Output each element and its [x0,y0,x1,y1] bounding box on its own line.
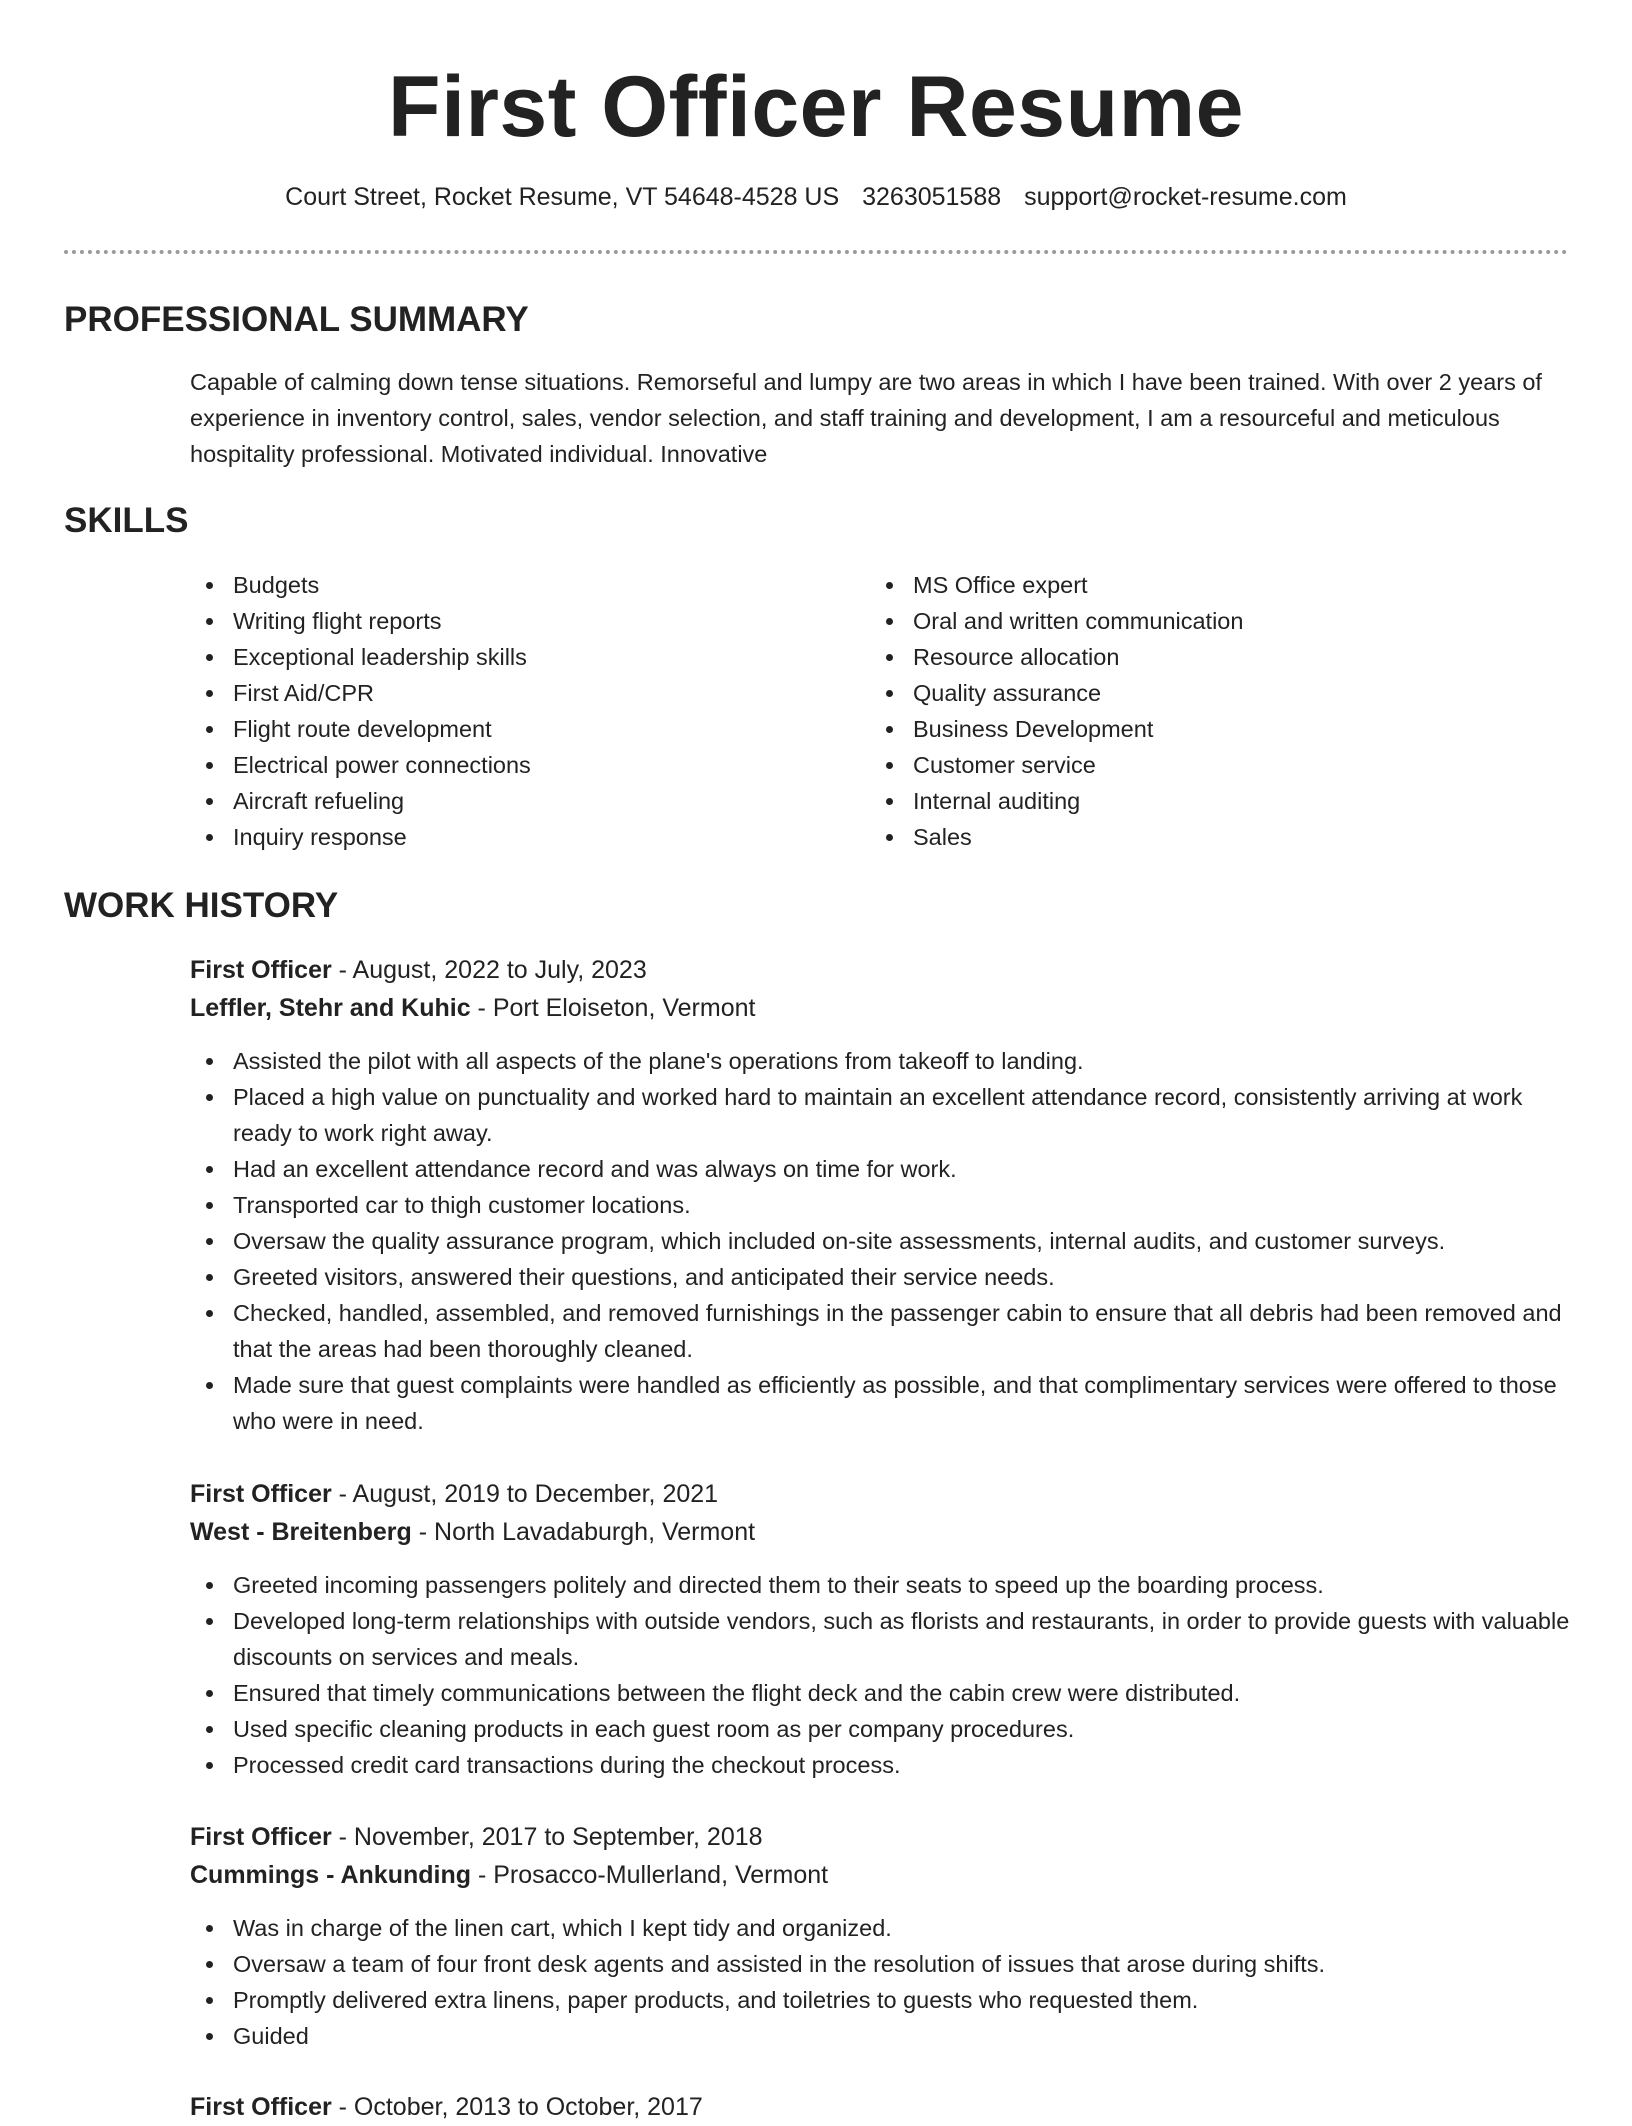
job-title-line [190,951,1570,989]
list-item: Writing flight reports [190,603,840,639]
section-title-skills: SKILLS [64,501,189,540]
job-title-line [190,2088,1570,2126]
contact-phone: 3263051588 [862,183,1002,211]
list-item: Promptly delivered extra linens, paper products, and toiletries to guests who requested them. [190,1982,1570,2018]
summary-text: Capable of calming down tense situations. Remorseful and lumpy are two areas in which I have been trained. With over 2 years of experience in inventory control, sales, vendor selection, and staff training and development, I am a resourceful and meticulous hospitality professional. Motivated individual. Innovative [190,369,1542,467]
job-dates: - August, 2022 to July, 2023 [331,956,647,984]
list-item: Used specific cleaning products in each guest room as per company procedures. [190,1711,1570,1747]
list-item: Resource allocation [870,639,1520,675]
job-title-line [190,1475,1570,1513]
list-item: Placed a high value on punctuality and worked hard to maintain an excellent attendance record, consistently arriving at work ready to work right away. [190,1079,1570,1151]
list-item: Sales [870,819,1520,855]
job-company: Cummings - Ankunding [190,1861,471,1889]
skills-column-left [190,567,840,855]
list-item: Aircraft refueling [190,783,840,819]
job-company-line [190,1513,1570,1551]
job-entry [190,2088,1570,2126]
section-title-summary: PROFESSIONAL SUMMARY [64,300,529,339]
list-item: Budgets [190,567,840,603]
list-item: Had an excellent attendance record and was always on time for work. [190,1151,1570,1187]
list-item: Business Development [870,711,1520,747]
job-dates: - November, 2017 to September, 2018 [331,1823,763,1851]
job-title: First Officer [190,1823,332,1851]
list-item: Exceptional leadership skills [190,639,840,675]
list-item: Customer service [870,747,1520,783]
job-location: - North Lavadaburgh, Vermont [411,1518,756,1546]
contact-email: support@rocket-resume.com [1024,183,1347,211]
list-item: MS Office expert [870,567,1520,603]
job-bullets [190,1043,1570,1439]
list-item: Quality assurance [870,675,1520,711]
job-company: West - Breitenberg [190,1518,412,1546]
list-item: First Aid/CPR [190,675,840,711]
list-item: Inquiry response [190,819,840,855]
list-item: Ensured that timely communications between the flight deck and the cabin crew were distributed. [190,1675,1570,1711]
job-company: Leffler, Stehr and Kuhic [190,994,471,1022]
list-item: Made sure that guest complaints were handled as efficiently as possible, and that complimentary services were offered to those who were in need. [190,1367,1570,1439]
list-item: Oversaw a team of four front desk agents and assisted in the resolution of issues that arose during shifts. [190,1946,1570,1982]
job-bullets [190,1910,1570,2054]
contact-address: Court Street, Rocket Resume, VT 54648-4528 US [285,183,840,211]
job-location: - Port Eloiseton, Vermont [470,994,756,1022]
job-dates: - August, 2019 to December, 2021 [331,1480,719,1508]
header-divider [64,250,1568,254]
list-item: Flight route development [190,711,840,747]
job-entry [190,1475,1570,1783]
job-company-line [190,1856,1570,1894]
list-item: Internal auditing [870,783,1520,819]
job-company-line [190,989,1570,1027]
list-item: Greeted incoming passengers politely and directed them to their seats to speed up the boarding process. [190,1567,1570,1603]
list-item: Assisted the pilot with all aspects of the plane's operations from takeoff to landing. [190,1043,1570,1079]
list-item: Processed credit card transactions during the checkout process. [190,1747,1570,1783]
page-title: First Officer Resume [388,59,1244,155]
skills-list-right [870,567,1520,855]
list-item: Oversaw the quality assurance program, which included on-site assessments, internal audits, and customer surveys. [190,1223,1570,1259]
list-item: Transported car to thigh customer locations. [190,1187,1570,1223]
job-title-line [190,1818,1570,1856]
job-title: First Officer [190,2093,332,2121]
contact-line [0,180,1632,214]
skills-column-right [870,567,1520,855]
job-bullets [190,1567,1570,1783]
job-entry [190,951,1570,1439]
job-dates: - October, 2013 to October, 2017 [331,2093,703,2121]
job-title: First Officer [190,1480,332,1508]
job-title: First Officer [190,956,332,984]
skills-list-left [190,567,840,855]
list-item: Guided [190,2018,1570,2054]
list-item: Checked, handled, assembled, and removed furnishings in the passenger cabin to ensure that all debris had been removed and that the areas had been thoroughly cleaned. [190,1295,1570,1367]
list-item: Electrical power connections [190,747,840,783]
list-item: Greeted visitors, answered their questions, and anticipated their service needs. [190,1259,1570,1295]
list-item: Developed long-term relationships with outside vendors, such as florists and restaurants, in order to provide guests with valuable discounts on services and meals. [190,1603,1570,1675]
job-location: - Prosacco-Mullerland, Vermont [471,1861,829,1889]
list-item: Oral and written communication [870,603,1520,639]
section-title-work: WORK HISTORY [64,886,339,925]
job-entry [190,1818,1570,2054]
list-item: Was in charge of the linen cart, which I kept tidy and organized. [190,1910,1570,1946]
